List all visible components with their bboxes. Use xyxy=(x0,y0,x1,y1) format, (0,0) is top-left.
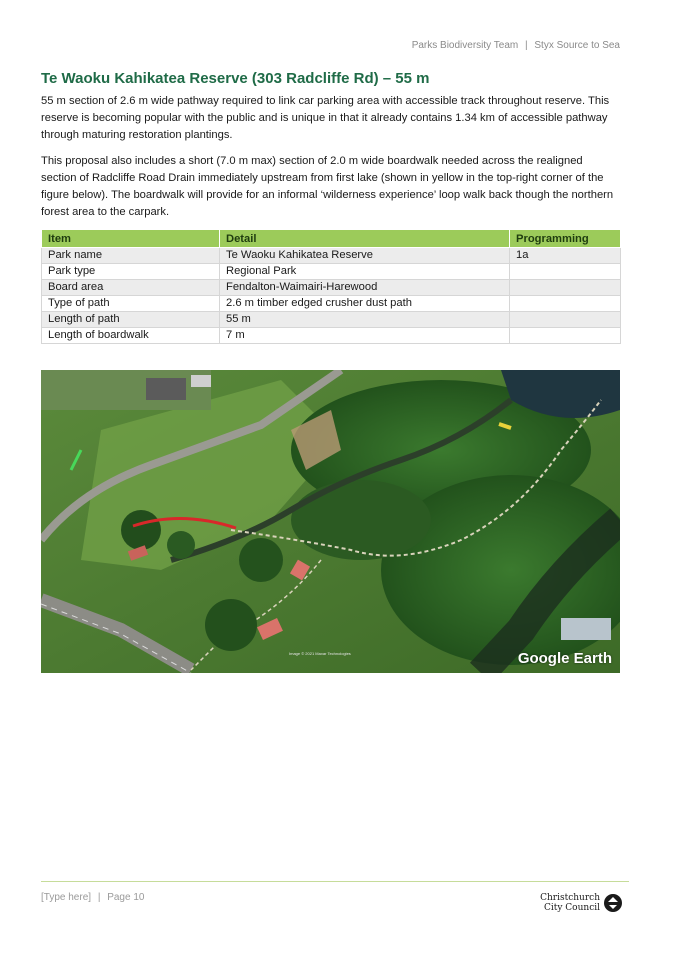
tree-cluster xyxy=(167,531,195,559)
footer-separator: | xyxy=(97,892,101,903)
page-number: Page 10 xyxy=(107,892,145,903)
header-programming: Programming xyxy=(510,230,621,248)
page-footer xyxy=(41,892,144,903)
header-detail: Detail xyxy=(220,230,510,248)
tree-cluster xyxy=(121,510,161,550)
tree-cluster xyxy=(239,538,283,582)
footer-placeholder: [Type here] xyxy=(41,892,92,903)
council-emblem-icon xyxy=(604,894,622,912)
cell-detail: 2.6 m timber edged crusher dust path xyxy=(220,296,510,312)
building xyxy=(561,618,611,640)
table-row xyxy=(42,264,621,280)
cell-programming: 1a xyxy=(510,248,621,264)
building xyxy=(191,375,211,387)
map-credit: Image © 2021 Maxar Technologies xyxy=(289,651,351,656)
tree-cluster xyxy=(205,599,257,651)
cell-detail: Fendalton-Waimairi-Harewood xyxy=(220,280,510,296)
table-row xyxy=(42,312,621,328)
cell-programming xyxy=(510,296,621,312)
cell-programming xyxy=(510,280,621,296)
council-name-line1: Christchurch xyxy=(540,893,600,903)
cell-programming xyxy=(510,312,621,328)
header-team: Parks Biodiversity Team xyxy=(411,40,519,51)
details-table xyxy=(41,229,621,344)
header-separator: | xyxy=(525,40,528,51)
council-name-line2: City Council xyxy=(543,903,600,913)
header-item: Item xyxy=(42,230,220,248)
cell-detail: Regional Park xyxy=(220,264,510,280)
google-earth-logo: Google Earth xyxy=(517,650,612,667)
aerial-map xyxy=(41,370,620,673)
cell-detail: 7 m xyxy=(220,328,510,344)
table-row xyxy=(42,280,621,296)
aerial-map-image xyxy=(41,370,620,673)
paragraph-1: 55 m section of 2.6 m wide pathway required to link car parking area with accessible track throughout reserve. This reserve is becoming popular with the public and is unique in that it already contains 1.34 km of accessible pathway through maturing restoration plantings. xyxy=(41,95,610,141)
council-logo xyxy=(540,893,622,913)
table-row xyxy=(42,248,621,264)
footer-divider xyxy=(41,881,629,882)
header-project: Styx Source to Sea xyxy=(534,40,620,51)
cell-programming xyxy=(510,328,621,344)
council-logo-text xyxy=(540,893,600,913)
cell-item: Length of boardwalk xyxy=(42,328,220,344)
cell-item: Park type xyxy=(42,264,220,280)
cell-detail: Te Waoku Kahikatea Reserve xyxy=(220,248,510,264)
table-row xyxy=(42,296,621,312)
building xyxy=(146,378,186,400)
cell-item: Length of path xyxy=(42,312,220,328)
page-header xyxy=(412,40,620,51)
cell-detail: 55 m xyxy=(220,312,510,328)
section-title: Te Waoku Kahikatea Reserve (303 Radcliffe Rd) – 55 m xyxy=(41,70,430,87)
cell-item: Type of path xyxy=(42,296,220,312)
cell-programming xyxy=(510,264,621,280)
paragraph-2: This proposal also includes a short (7.0 m max) section of 2.0 m wide boardwalk needed across the realigned section of Radcliffe Road Drain immediately upstream from first lake (shown in yellow in the top-right corner of the figure below). The boardwalk will provide for an informal ‘wilderness experience’ loop walk back though the northern forest area to the carpark. xyxy=(41,155,614,218)
table-row xyxy=(42,328,621,344)
cell-item: Board area xyxy=(42,280,220,296)
table-header-row xyxy=(42,230,621,248)
forest-centre xyxy=(291,480,431,560)
cell-item: Park name xyxy=(42,248,220,264)
